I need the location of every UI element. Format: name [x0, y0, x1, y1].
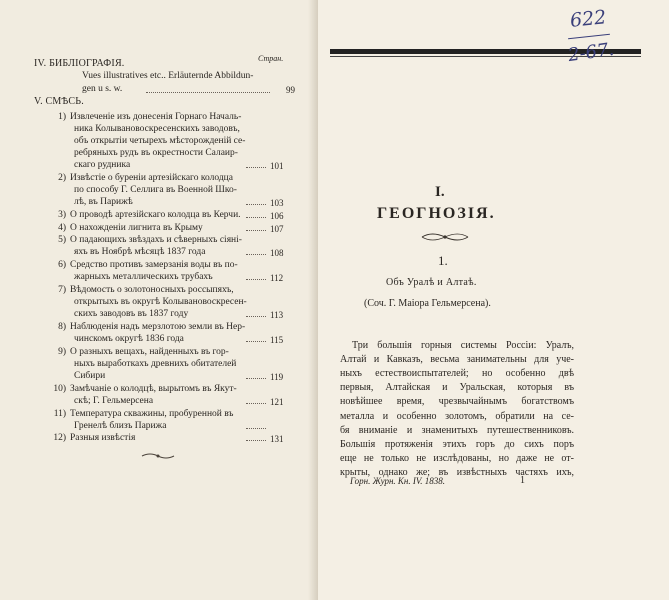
item-number: 6) [58, 260, 66, 270]
contents-item [46, 111, 300, 172]
item-line: Вѣдомость о золотоносныхъ россыпяхъ, [70, 285, 234, 295]
item-page: 113 [270, 310, 284, 321]
item-line: Разныя извѣстiя [70, 433, 136, 443]
item-page: 112 [270, 273, 284, 284]
section-iv-heading: IV. БИБЛIОГРАФIЯ. [34, 58, 125, 69]
item-number: 9) [58, 347, 66, 357]
chapter-number: I. [435, 184, 445, 200]
body-line: ныхъ естествоиспытателей; но особенно двѣ [340, 368, 574, 380]
item-number: 8) [58, 322, 66, 332]
body-line: бя вниманiе и знаменитыхъ путешественниковъ. [340, 424, 574, 436]
footer-sheet-number: 1 [520, 475, 525, 486]
body-line: первыя, Алтайская и Уральская, которыя въ [340, 382, 574, 394]
contents-item [46, 234, 300, 258]
item-line: Температура скважины, пробуренной въ [70, 409, 234, 419]
item-line: лѣ, въ Парижѣ [74, 197, 133, 208]
contents-item [46, 346, 300, 382]
leader-dots [246, 395, 266, 404]
body-line: еще не только не изслѣдованы, но даже не от- [340, 452, 574, 464]
item-line: Сибири [74, 371, 106, 382]
contents-item [46, 259, 300, 283]
article-source: (Соч. Г. Маiора Гельмерсена). [364, 298, 491, 309]
item-line: скихъ заводовъ въ 1837 году [74, 309, 189, 320]
bibliography-line-1: Vues illustratives etc.. Erläuternde Abbildun- [82, 71, 254, 81]
item-line: чинскомъ округѣ 1836 года [74, 334, 184, 345]
item-line: ныхъ выработкахъ древнихъ обитателей [74, 359, 237, 370]
item-number: 12) [53, 433, 66, 443]
left-page [0, 0, 318, 600]
article-title: Объ Уралѣ и Алтаѣ. [386, 277, 477, 288]
item-line: Наблюденiя надъ мерзлотою земли въ Нер- [70, 322, 246, 332]
item-line: О разныхъ вещахъ, найденныхъ въ гор- [70, 347, 229, 357]
item-page: 119 [270, 372, 284, 383]
item-line: О нахожденiи лигнита въ Крыму [70, 223, 203, 233]
item-line: по способу Г. Селлига въ Военной Шко- [74, 185, 237, 196]
item-line: Средство противъ замерзанiя воды въ по- [70, 260, 238, 270]
item-number: 10) [53, 384, 66, 394]
leader-dots [246, 370, 266, 379]
footer-signature: Горн. Журн. Кн. IV. 1838. [350, 476, 445, 486]
leader-dots [246, 222, 266, 231]
item-number: 3) [58, 210, 66, 220]
leader-dots [246, 209, 266, 218]
item-line: Извлеченiе изъ донесенiя Горнаго Началь- [70, 112, 242, 122]
item-page: 103 [270, 198, 284, 209]
body-line: Три большiя горныя системы Россiи: Уралъ, [352, 340, 574, 351]
contents-item [46, 222, 300, 234]
contents-item [46, 172, 300, 208]
item-number: 4) [58, 223, 66, 233]
contents-item [46, 284, 300, 320]
item-line: ребряныхъ рудъ въ окрестности Салаир- [74, 148, 238, 159]
item-page: 101 [270, 161, 284, 172]
handwritten-number-2: 2-67. [566, 38, 616, 67]
contents-item [46, 321, 300, 345]
leader-dots [246, 333, 266, 342]
item-number: 5) [58, 235, 66, 245]
ornament-flourish [420, 231, 470, 243]
contents-item [46, 209, 300, 221]
item-line: жарныхъ металлическихъ трубахъ [74, 272, 213, 283]
chapter-title: ГЕОГНОЗIЯ. [377, 205, 496, 222]
item-page: 115 [270, 335, 284, 346]
body-line: металла и особенно золотомъ, обратили на се- [340, 410, 574, 422]
item-line: скѣ; Г. Гельмерсена [74, 396, 154, 407]
item-number: 7) [58, 285, 66, 295]
section-v-heading: V. СМѢСЬ. [34, 96, 84, 107]
item-line: Замѣчанiе о колодцѣ, вырытомъ въ Якут- [70, 384, 237, 394]
contents-item [46, 408, 300, 432]
body-line: крыты, однако же; въ извѣстныхъ частяхъ ихъ, [340, 466, 574, 478]
item-line: Гренелѣ близъ Парижа [74, 421, 167, 432]
bibliography-line-2 [82, 84, 294, 94]
leader-dots [246, 246, 266, 255]
item-line: ника Колывановоскресенскихъ заводовъ, [74, 124, 240, 135]
ornament-divider [140, 451, 176, 461]
item-page: 108 [270, 248, 284, 259]
item-page: 121 [270, 397, 284, 408]
leader-dots [246, 196, 266, 205]
item-line: О падающихъ звѣздахъ и сѣверныхъ сiянi- [70, 235, 242, 245]
item-line: О проводѣ артезiйскаго колодца въ Керчи. [70, 210, 241, 220]
page-column-header: Стран. [258, 54, 284, 63]
contents-item [46, 383, 300, 407]
item-line: Извѣстiе о буренiи артезiйскаго колодца [70, 173, 233, 183]
item-line: скаго рудника [74, 160, 131, 171]
leader-dots [246, 420, 266, 429]
handwritten-number-1: 622 [568, 6, 608, 32]
contents-item [46, 432, 300, 444]
item-line: открытыхъ въ округѣ Колывановоскресен- [74, 297, 247, 308]
article-number: 1. [438, 253, 448, 268]
leader-dots [146, 92, 270, 93]
body-line: Алтай и Кавказъ, весьма занимательны для уче- [340, 354, 574, 366]
item-number: 2) [58, 173, 66, 183]
item-number: 1) [58, 112, 66, 122]
body-line: новѣйшее время, чрезвычайнымъ богатствомъ [340, 396, 574, 408]
bibliography-page: 99 [286, 85, 295, 95]
item-page: 131 [270, 434, 284, 444]
leader-dots [246, 432, 266, 441]
item-line: яхъ въ Ноябрѣ мѣсяцѣ 1837 года [74, 247, 206, 258]
item-number: 11) [53, 409, 66, 419]
item-page: 107 [270, 224, 284, 234]
leader-dots [246, 308, 266, 317]
item-line: объ открытiи четырехъ мѣсторожденiй се- [74, 136, 246, 147]
item-page: 106 [270, 211, 284, 221]
leader-dots [246, 271, 266, 280]
leader-dots [246, 159, 266, 168]
body-line: Большiя протяженiя этихъ горъ до сихъ поръ [340, 438, 574, 450]
bibliography-line-2-text: gen u s. w. [82, 84, 123, 94]
